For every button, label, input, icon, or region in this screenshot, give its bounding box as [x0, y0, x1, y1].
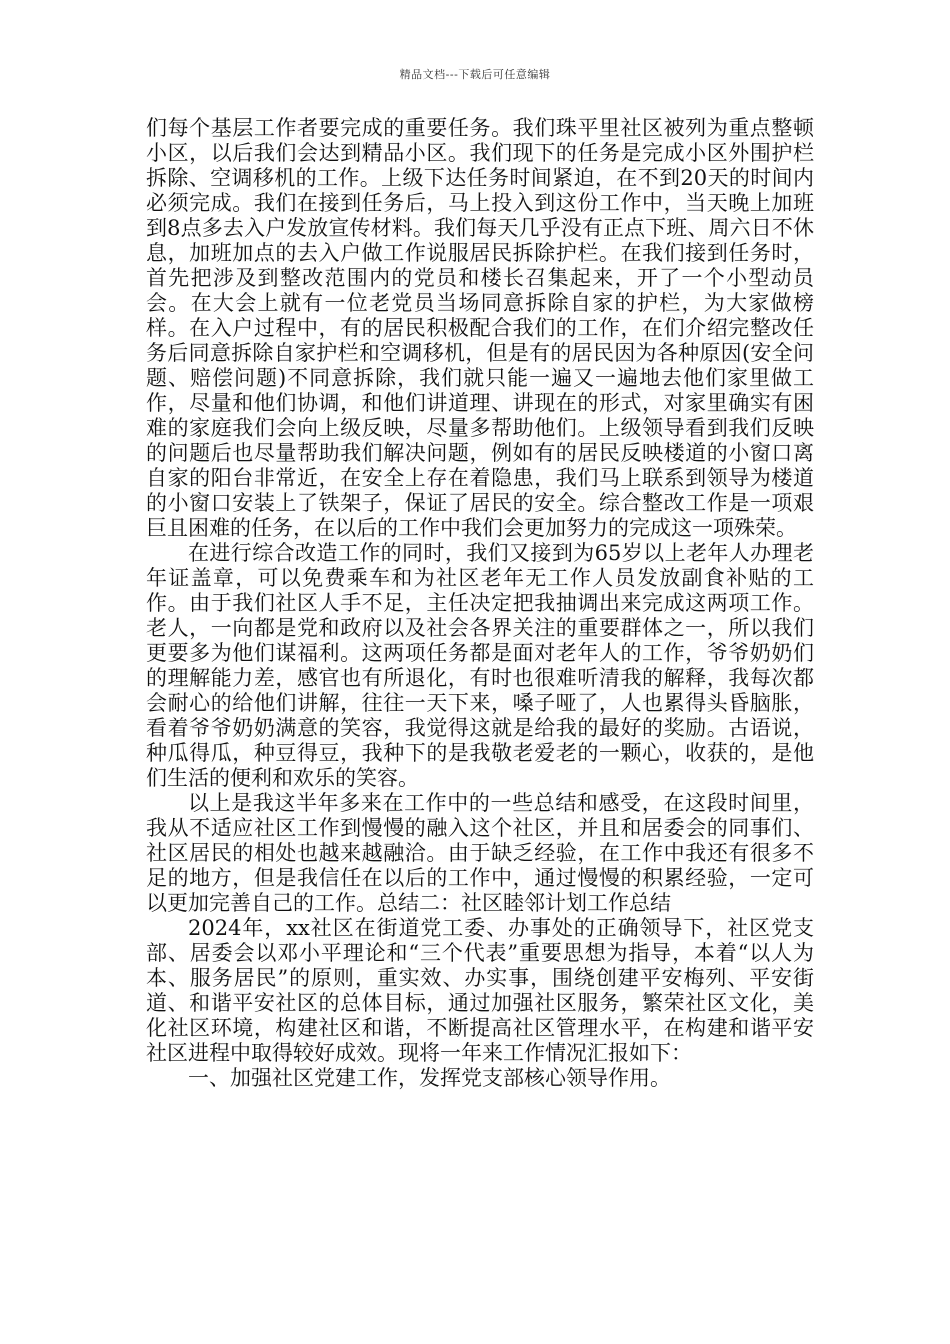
paragraph-elderly-services: 在进行综合改造工作的同时，我们又接到为65岁以上老年人办理老年证盖章，可以免费乘车和为社区老年无工作人员发放副食补贴的工作。由于我们社区人手不足，主任决定把我抽调出来完成这两项工作。老人，一向都是党和政府以及社会各界关注的重要群体之一，所以我们更要多为他们谋福利。这两项任务都是面对老年人的工作，爷爷奶奶们的理解能力差，感官也有所退化，有时也很难听清我的解释，我每次都会耐心的给他们讲解，往往一天下来，嗓子哑了，人也累得头昏脑胀，看着爷爷奶奶满意的笑容，我觉得这就是给我的最好的奖励。古语说，种瓜得瓜，种豆得豆，我种下的是我敬老爱老的一颗心，收获的，是他们生活的便利和欢乐的笑容。 — [146, 541, 814, 790]
paragraph-summary-reflection: 以上是我这半年多来在工作中的一些总结和感受，在这段时间里，我从不适应社区工作到慢慢的融入这个社区，并且和居委会的同事们、社区居民的相处也越来越融洽。由于缺乏经验，在工作中我还有很多不足的地方，但是我信任在以后的工作中，通过慢慢的积累经验，一定可以更加完善自己的工作。总结二：社区睦邻计划工作总结 — [146, 791, 814, 915]
paragraph-annual-overview: 2024年，xx社区在街道党工委、办事处的正确领导下，社区党支部、居委会以邓小平理论和“三个代表”重要思想为指导，本着“以人为本、服务居民”的原则，重实效、办实事，围绕创建平安梅列、平安街道、和谐平安社区的总体目标，通过加强社区服务，繁荣社区文化，美化社区环境，构建社区和谐，不断提高社区管理水平，在构建和谐平安社区进程中取得较好成效。现将一年来工作情况汇报如下： — [146, 916, 814, 1065]
document-body — [146, 116, 814, 1091]
section-heading-party-building: 一、加强社区党建工作，发挥党支部核心领导作用。 — [188, 1066, 671, 1090]
page-header: 精品文档---下载后可任意编辑 — [399, 68, 551, 81]
paragraph-rectification-work: 们每个基层工作者要完成的重要任务。我们珠平里社区被列为重点整顿小区，以后我们会达到精品小区。我们现下的任务是完成小区外围护栏拆除、空调移机的工作。上级下达任务时间紧迫，在不到20天的时间内必须完成。我们在接到任务后，马上投入到这份工作中，当天晚上加班到8点多去入户发放宣传材料。我们每天几乎没有正点下班、周六日不休息，加班加点的去入户做工作说服居民拆除护栏。在我们接到任务时，首先把涉及到整改范围内的党员和楼长召集起来，开了一个小型动员会。在大会上就有一位老党员当场同意拆除自家的护栏，为大家做榜样。在入户过程中，有的居民积极配合我们的工作，在们介绍完整改任务后同意拆除自家护栏和空调移机，但是有的居民因为各种原因(安全问题、赔偿问题)不同意拆除，我们就只能一遍又一遍地去他们家里做工作，尽量和他们协调，和他们讲道理、讲现在的形式，对家里确实有困难的家庭我们会向上级反映，尽量多帮助他们。上级领导看到我们反映的问题后也尽量帮助我们解决问题，例如有的居民反映楼道的小窗口离自家的阳台非常近，在安全上存在着隐患，我们马上联系到领导为楼道的小窗口安装上了铁架子，保证了居民的安全。综合整改工作是一项艰巨且困难的任务，在以后的工作中我们会更加努力的完成这一项殊荣。 — [146, 116, 814, 540]
